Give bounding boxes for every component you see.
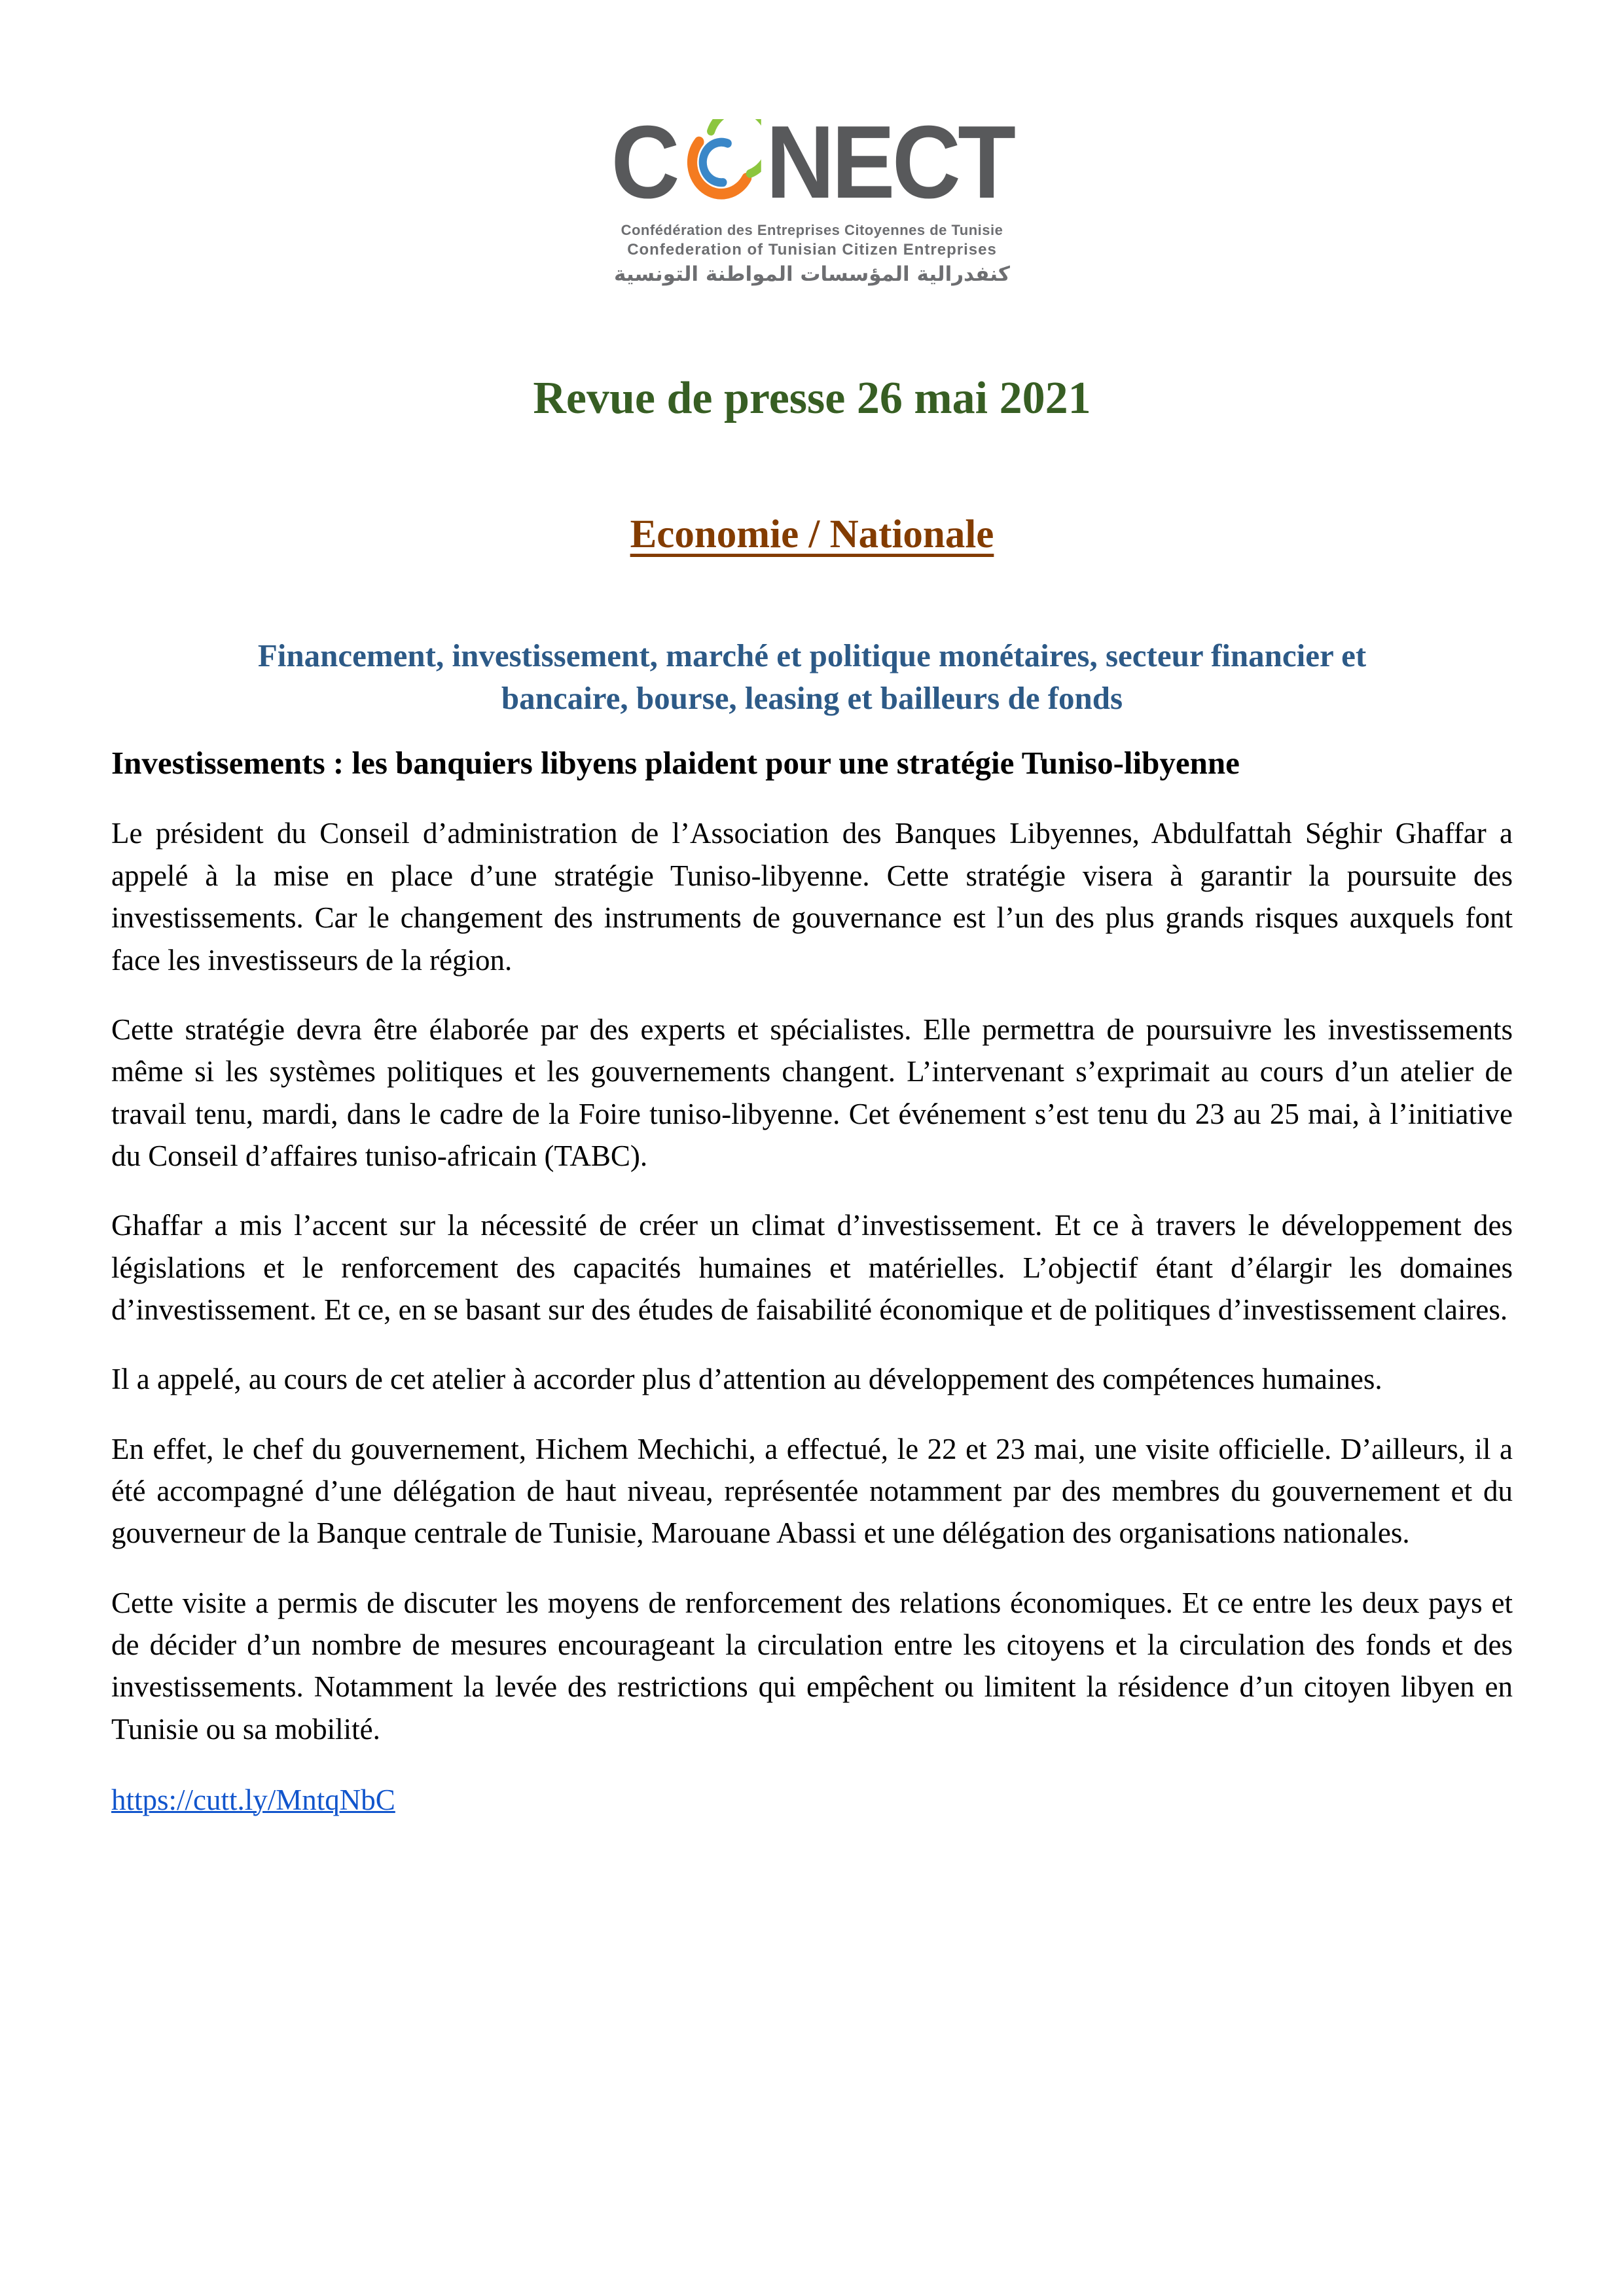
section-title <box>111 512 1513 558</box>
source-link-row <box>111 1783 1513 1817</box>
logo-subtitle-english: Confederation of Tunisian Citizen Entreprises <box>627 241 997 259</box>
logo-o-arcs-icon <box>681 119 761 206</box>
article-paragraph: Cette stratégie devra être élaborée par des experts et spécialistes. Elle permettra de poursuivre les investissements même si les systèmes politiques et les gouvernements changent. L’intervenant s’exprimait au cours d’un atelier de travail tenu, mardi, dans le cadre de la Foire tuniso-libyenne. Cet événement s’est tenu du 23 au 25 mai, à l’initiative du Conseil d’affaires tuniso-africain (TABC). <box>111 1013 1513 1172</box>
article-paragraph: Le président du Conseil d’administration de l’Association des Banques Libyennes, Abdulfattah Séghir Ghaffar a appelé à la mise en place d’une stratégie Tuniso-libyenne. Cette stratégie visera à garantir la poursuite des investissements. Car le changement des instruments de gouvernance est l’un des plus grands risques auxquels font face les investisseurs de la région. <box>111 817 1513 977</box>
article-paragraph: En effet, le chef du gouvernement, Hichem Mechichi, a effectué, le 22 et 23 mai, une visite officielle. D’ailleurs, il a été accompagné d’une délégation de haut niveau, représentée notamment par des membres du gouvernement et du gouverneur de la Banque centrale de Tunisie, Marouane Abassi et une délégation des organisations nationales. <box>111 1432 1513 1550</box>
logo-subtitle-arabic: كنفدرالية المؤسسات المواطنة التونسية <box>614 262 1010 286</box>
section-title-text: Economie / Nationale <box>630 512 994 556</box>
wordmark-letters-nect: NECT <box>766 104 1013 220</box>
theme-subtitle: Financement, investissement, marché et politique monétaires, secteur financier et bancaire, bourse, leasing et bailleurs de fonds <box>257 637 1367 716</box>
wordmark-letter-c: C <box>611 104 677 220</box>
conect-logo <box>111 104 1513 286</box>
blue-arc <box>703 142 728 183</box>
article-paragraph: Ghaffar a mis l’accent sur la nécessité de créer un climat d’investissement. Et ce à travers le développement des législations et le renforcement des capacités humaines et matérielles. L’objectif étant d’élargir les domaines d’investissement. Et ce, en se basant sur des études de faisabilité économique et de politiques d’investissement claires. <box>111 1209 1513 1326</box>
article-paragraph: Cette visite a permis de discuter les moyens de renforcement des relations économiques. Et ce entre les deux pays et de décider d’un nombre de mesures encourageant la circulation entre les citoyens et la circulation des fonds et des investissements. Notamment la levée des restrictions qui empêchent ou limitent la résidence d’un citoyen libyen en Tunisie ou sa mobilité. <box>111 1586 1513 1746</box>
logo-subtitle-french: Confédération des Entreprises Citoyennes de Tunisie <box>621 222 1003 238</box>
conect-wordmark <box>168 104 1457 220</box>
page-title: Revue de presse 26 mai 2021 <box>533 373 1091 423</box>
source-link[interactable]: https://cutt.ly/MntqNbC <box>111 1784 395 1817</box>
article-heading: Investissements : les banquiers libyens plaident pour une stratégie Tuniso-libyenne <box>111 745 1240 781</box>
article-paragraph: Il a appelé, au cours de cet atelier à accorder plus d’attention au développement des compétences humaines. <box>111 1363 1382 1396</box>
